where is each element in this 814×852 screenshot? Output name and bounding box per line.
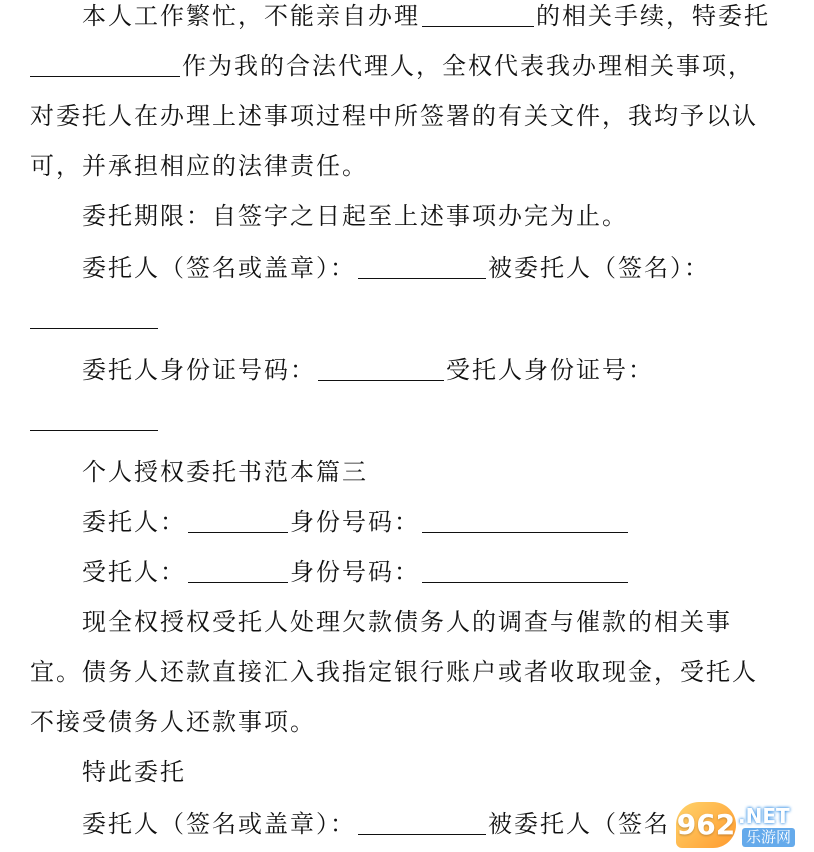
fill-blank (422, 506, 628, 533)
fill-blank (30, 302, 158, 329)
section-heading: 个人授权委托书范本篇三 (82, 458, 368, 486)
watermark-subtitle: 乐游网 (742, 828, 795, 847)
watermark-suffix: .NET (738, 804, 790, 828)
line-text: 委托人身份证号码： (82, 356, 316, 384)
site-watermark (676, 802, 812, 850)
fill-blank (188, 506, 288, 533)
text-line: 不接受债务人还款事项。 (30, 708, 316, 736)
text-line: 委托期限：自签字之日起至上述事项办完为止。 (82, 202, 628, 230)
fill-blank (30, 50, 180, 77)
line-text: 身份号码： (290, 558, 420, 586)
text-line: 现全权授权受托人处理欠款债务人的调查与催款的相关事 (82, 608, 732, 636)
line-text: 委托人（签名或盖章）： (82, 810, 356, 838)
line-text: 的相关手续，特委托 (536, 2, 770, 30)
line-text: 身份号码： (290, 508, 420, 536)
line-text: 委托人： (82, 508, 186, 536)
text-line: 对委托人在办理上述事项过程中所签署的有关文件，我均予以认 (30, 102, 758, 130)
line-text: 被委托人（签名）： (488, 254, 710, 282)
text-line (82, 804, 670, 844)
fill-blank (318, 354, 444, 381)
text-line (82, 502, 630, 542)
line-text: 受托人身份证号： (446, 356, 654, 384)
line-text: 受托人： (82, 558, 186, 586)
fill-blank (188, 556, 288, 583)
line-text: 作为我的合法代理人，全权代表我办理相关事项， (182, 52, 754, 80)
line-text: 被委托人（签名 (488, 810, 670, 838)
fill-blank (358, 808, 486, 835)
line-text: 本人工作繁忙，不能亲自办理 (82, 2, 420, 30)
text-line (82, 248, 710, 288)
text-line (82, 552, 630, 592)
watermark-logo: 962 (676, 802, 736, 848)
text-line (30, 46, 754, 86)
fill-blank (422, 556, 628, 583)
fill-blank (358, 252, 486, 279)
text-line (30, 400, 160, 440)
text-line (82, 350, 654, 390)
text-line (82, 0, 770, 36)
text-line (30, 298, 160, 338)
text-line: 宜。债务人还款直接汇入我指定银行账户或者收取现金，受托人 (30, 658, 758, 686)
fill-blank (30, 404, 158, 431)
text-line: 可，并承担相应的法律责任。 (30, 152, 368, 180)
fill-blank (422, 0, 534, 27)
text-line: 特此委托 (82, 758, 186, 786)
line-text: 委托人（签名或盖章）： (82, 254, 356, 282)
